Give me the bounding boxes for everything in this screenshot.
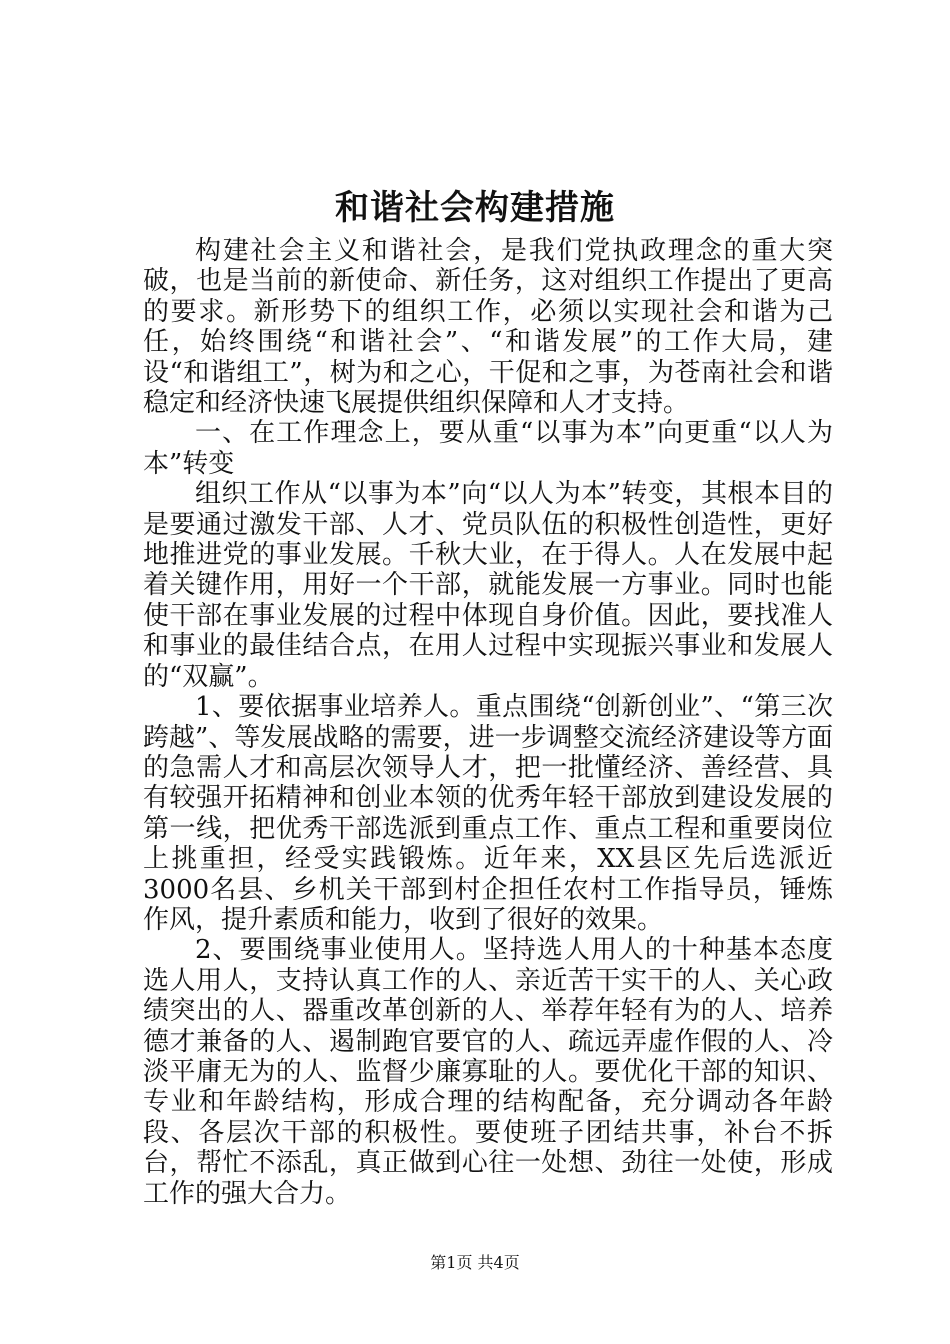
item-1-paragraph: 1、要依据事业培养人。重点围绕“创新创业”、“第三次跨越”、等发展战略的需要，进一步调整交流经济建设等方面的急需人才和高层次领导人才，把一批懂经济、善经营、具有较强开拓精神和创业本领的优秀年轻干部放到建设发展的第一线，把优秀干部选派到重点工作、重点工程和重要岗位上挑重担，经受实践锻炼。近年来，XX县区先后选派近3000名县、乡机关干部到村企担任农村工作指导员，锤炼作风，提升素质和能力，收到了很好的效果。 bbox=[143, 692, 833, 935]
section-paragraph: 组织工作从“以事为本”向“以人为本”转变，其根本目的是要通过激发干部、人才、党员队伍的积极性创造性，更好地推进党的事业发展。千秋大业，在于得人。人在发展中起着关键作用，用好一个干部，就能发展一方事业。同时也能使干部在事业发展的过程中体现自身价值。因此，要找准人和事业的最佳结合点，在用人过程中实现振兴事业和发展人的“双赢”。 bbox=[143, 479, 833, 692]
document-body bbox=[143, 236, 833, 1209]
intro-paragraph: 构建社会主义和谐社会，是我们党执政理念的重大突破，也是当前的新使命、新任务，这对组织工作提出了更高的要求。新形势下的组织工作，必须以实现社会和谐为己任，始终围绕“和谐社会”、“和谐发展”的工作大局，建设“和谐组工”，树为和之心，干促和之事，为苍南社会和谐稳定和经济快速飞展提供组织保障和人才支持。 bbox=[143, 236, 833, 419]
item-2-paragraph: 2、要围绕事业使用人。坚持选人用人的十种基本态度选人用人，支持认真工作的人、亲近苦干实干的人、关心政绩突出的人、器重改革创新的人、举荐年轻有为的人、培养德才兼备的人、遏制跑官要官的人、疏远弄虚作假的人、冷淡平庸无为的人、监督少廉寡耻的人。要优化干部的知识、专业和年龄结构，形成合理的结构配备，充分调动各年龄段、各层次干部的积极性。要使班子团结共事，补台不拆台，帮忙不添乱，真正做到心往一处想、劲往一处使，形成工作的强大合力。 bbox=[143, 935, 833, 1209]
page-footer: 第1页 共4页 bbox=[430, 1253, 520, 1272]
document-title: 和谐社会构建措施 bbox=[335, 188, 615, 228]
section-heading: 一、在工作理念上，要从重“以事为本”向更重“以人为本”转变 bbox=[143, 418, 833, 479]
